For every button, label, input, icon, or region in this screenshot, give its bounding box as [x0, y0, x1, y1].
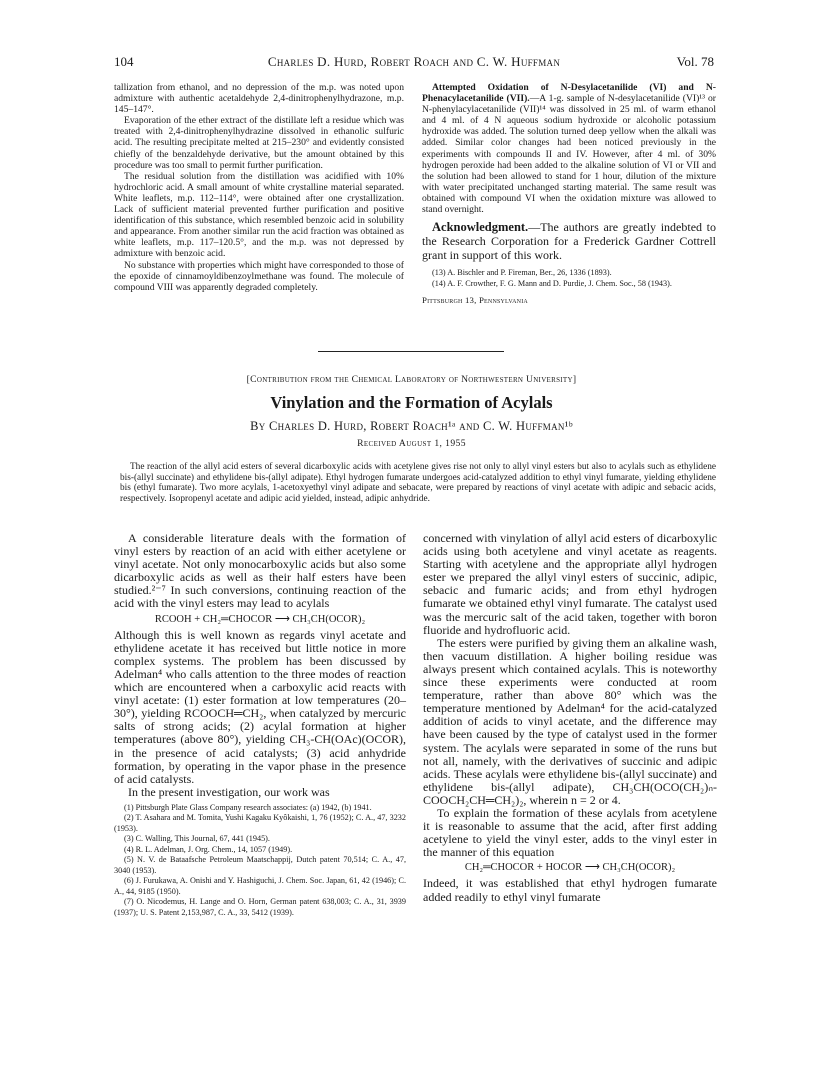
footnote-2: (2) T. Asahara and M. Tomita, Yushi Kagaku Kyôkaishi, 1, 76 (1952); C. A., 47, 3232 (1953). [114, 813, 406, 833]
equation-2: CH₂═CHOCOR + HOCOR ⟶ CH₃CH(OCOR)₂ [464, 862, 676, 874]
paragraph: Although this is well known as regards vinyl acetate and ethylidene acetate it has received but little notice in more complex systems. The problem has been discussed by Adelman⁴ who calls attention to the three modes of reaction which are encountered when a carboxylic acid reacts with vinyl acetate: (1) ester formation at low temperatures (20–30°), yielding RCOOCH═CH₂, when catalyzed by mercuric salts of strong acids; (2) acylal formation at higher temperatures (above 80°), yielding CH₃-CH(OAc)(OCOR), in the presence of acid catalysts; (3) acid anhydride formation, by operating in the vapor phase in the presence of acid catalysts. [114, 627, 406, 786]
body-left-column [114, 532, 406, 918]
body-right-column [423, 532, 717, 904]
continuation-right-column [422, 82, 716, 306]
contribution-line: [Contribution from the Chemical Laboratory of Northwestern University] [246, 374, 577, 385]
section-heading: Attempted Oxidation of N-Desylacetanilide (VI) and N-Phenacylacetanilide (VII). [422, 82, 716, 105]
footnote-6: (6) J. Furukawa, A. Onishi and Y. Hashiguchi, J. Chem. Soc. Japan, 61, 42 (1946); C. A., 44, 9185 (1950). [114, 876, 406, 896]
volume-label: Vol. 78 [676, 54, 714, 69]
paragraph: To explain the formation of these acylals from acetylene it is reasonable to assume that the acid, after first adding acetylene to yield the vinyl ester, adds to the vinyl ester in the manner of this equation [423, 805, 717, 860]
paragraph: No substance with properties which might have corresponded to those of the epoxide of cinnamoyldibenzoylmethane was found. The molecule of compound VIII was apparently degraded completely. [114, 259, 404, 293]
received-date: Received August 1, 1955 [357, 438, 466, 449]
paragraph: tallization from ethanol, and no depression of the m.p. was noted upon admixture with authentic acetaldehyde 2,4-dinitrophenylhydrazone, m.p. 145–147°. [114, 82, 404, 116]
acknowledgment-text: —The authors are greatly indebted to the Research Corporation for a Frederick Gardner Cottrell grant in support of this work. [422, 220, 716, 263]
paragraph-text: —A 1-g. sample of N-desylacetanilide (VI)¹³ or N-phenylacylacetanilide (VII)¹⁴ was dissolved in 25 ml. of warm ethanol and 4 ml. of 4 N aqueous sodium hydroxide or alcoholic potassium hydroxide was added. The solution turned deep yellow when the alkali was added. Similar color changes had been noticed previously in the experiments with compounds II and IV. However, after 4 ml. of 30% hydrogen peroxide had been added to the alkaline solution of VI or VII and the solution had been allowed to stand for 1 hour, dilution of the mixture with water precipitated unchanged starting material. The same result was obtained with compound VI when the oxidation mixture was allowed to stand overnight. [422, 93, 716, 216]
footnote-1: (1) Pittsburgh Plate Glass Company research associates: (a) 1942, (b) 1941. [124, 802, 372, 812]
footnote-4: (4) R. L. Adelman, J. Org. Chem., 14, 1057 (1949). [124, 844, 293, 854]
footnote-3: (3) C. Walling, This Journal, 67, 441 (1945). [124, 834, 270, 844]
footnotes [114, 803, 406, 919]
acknowledgment-heading: Acknowledgment. [432, 220, 529, 235]
paragraph: The esters were purified by giving them an alkaline wash, then vacuum distillation. A higher boiling residue was always present which contained acylals. This is noteworthy since these experiments were conducted at room temperature, rather than above 80° which was the temperature mentioned by Adelman⁴ for the acid-catalyzed addition of acids to vinyl acetate, and the difference may have been caused by the type of catalyst used in the former system. The acylals were separated in some of the runs but not all, namely, with the derivatives of succinic and adipic acids. These acylals were ethylidene bis-(allyl succinate) and ethylidene bis-(allyl adipate), CH₃CH(OCO(CH₂)ₙ-COOCH₂CH═CH₂)₂, wherein n = 2 or 4. [423, 635, 717, 807]
abstract-text: The reaction of the allyl acid esters of several dicarboxylic acids with acetylene gives rise not only to allyl vinyl esters but also to acylals such as ethylidene bis-(allyl succinate) and ethylidene bis-(allyl adipate). Ethyl hydrogen fumarate undergoes acid-catalyzed addition to ethyl vinyl fumarate, yielding ethylidene bis (ethyl fumarate). Two more acylals, 1-acetoxyethyl vinyl adipate and sebacate, were prepared by reactions of vinyl acetate with adipic and sebacic acids, respectively. Isopropenyl acetate and adipic acid yielded, instead, adipic anhydride. [120, 462, 716, 504]
affiliation-place: Pittsburgh 13, Pennsylvania [422, 295, 528, 306]
page-number: 104 [114, 54, 134, 69]
article-title: Vinylation and the Formation of Acylals [270, 393, 553, 412]
reference-13: (13) A. Bischler and P. Fireman, Ber., 26, 1336 (1893). [432, 268, 612, 278]
acknowledgment [422, 220, 716, 262]
paragraph: Evaporation of the ether extract of the distillate left a residue which was treated with 2,4-dinitrophenylhydrazine dissolved in ethanolic sulfuric acid. The resulting precipitate melted at 215–230° and evidently consisted chiefly of the benzaldehyde derivative, but the amount obtained by this procedure was too small to permit further purification. [114, 115, 404, 171]
footnote-5: (5) N. V. de Bataafsche Petroleum Maatschappij, Dutch patent 70,514; C. A., 47, 3040 (1953). [114, 855, 406, 875]
paragraph: The residual solution from the distillation was acidified with 10% hydrochloric acid. A small amount of white crystalline material separated. White leaflets, m.p. 112–114°, were obtained after one crystallization. Lack of sufficient material prevented further purification and positive identification of this substance, which resembled benzoic acid in solubility and appearance. From another similar run the acid fraction was obtained as white leaflets, m.p. 117–120.5°, and the m.p. was not depressed by admixture with benzoic acid. [114, 170, 404, 260]
running-header-authors: Charles D. Hurd, Robert Roach and C. W. Huffman [267, 54, 561, 69]
paragraph: Indeed, it was established that ethyl hydrogen fumarate added readily to ethyl vinyl fumarate [423, 876, 717, 904]
references [422, 268, 716, 289]
article-byline: By Charles D. Hurd, Robert Roach¹ᵃ and C. W. Huffman¹ᵇ [250, 419, 573, 433]
paragraph: concerned with vinylation of allyl acid esters of dicarboxylic acids using both acetylene and vinyl acetate as reagents. Starting with acetylene and the appropriate allyl hydrogen ester we prepared the allyl vinyl esters of succinic, adipic, sebacic and fumaric acids; and from ethyl hydrogen fumarate we obtained ethyl vinyl fumarate. The catalyst used was the mercuric salt of the acid taken, together with boron fluoride and hydrofluoric acid. [423, 531, 717, 637]
oxidation-paragraph [422, 82, 716, 215]
footnote-7: (7) O. Nicodemus, H. Lange and O. Horn, German patent 638,003; C. A., 31, 3939 (1937); U. S. Patent 2,153,987, C. A., 33, 5412 (1939). [114, 897, 406, 917]
section-divider [318, 351, 504, 352]
reference-14: (14) A. F. Crowther, F. G. Mann and D. Purdie, J. Chem. Soc., 58 (1943). [432, 278, 672, 288]
paragraph: A considerable literature deals with the formation of vinyl esters by reaction of an acid with either acetylene or vinyl acetate. Not only monocarboxylic acids but also some dicarboxylic acids as well as their half esters have been studied.²⁻⁷ In such conversions, continuing reaction of the acid with the vinyl esters may lead to acylals [114, 531, 406, 611]
abstract [120, 462, 716, 504]
continuation-left-column [114, 82, 404, 293]
running-header [114, 54, 714, 70]
paragraph: In the present investigation, our work was [128, 784, 330, 799]
equation-1: RCOOH + CH₂═CHOCOR ⟶ CH₃CH(OCOR)₂ [154, 613, 366, 625]
